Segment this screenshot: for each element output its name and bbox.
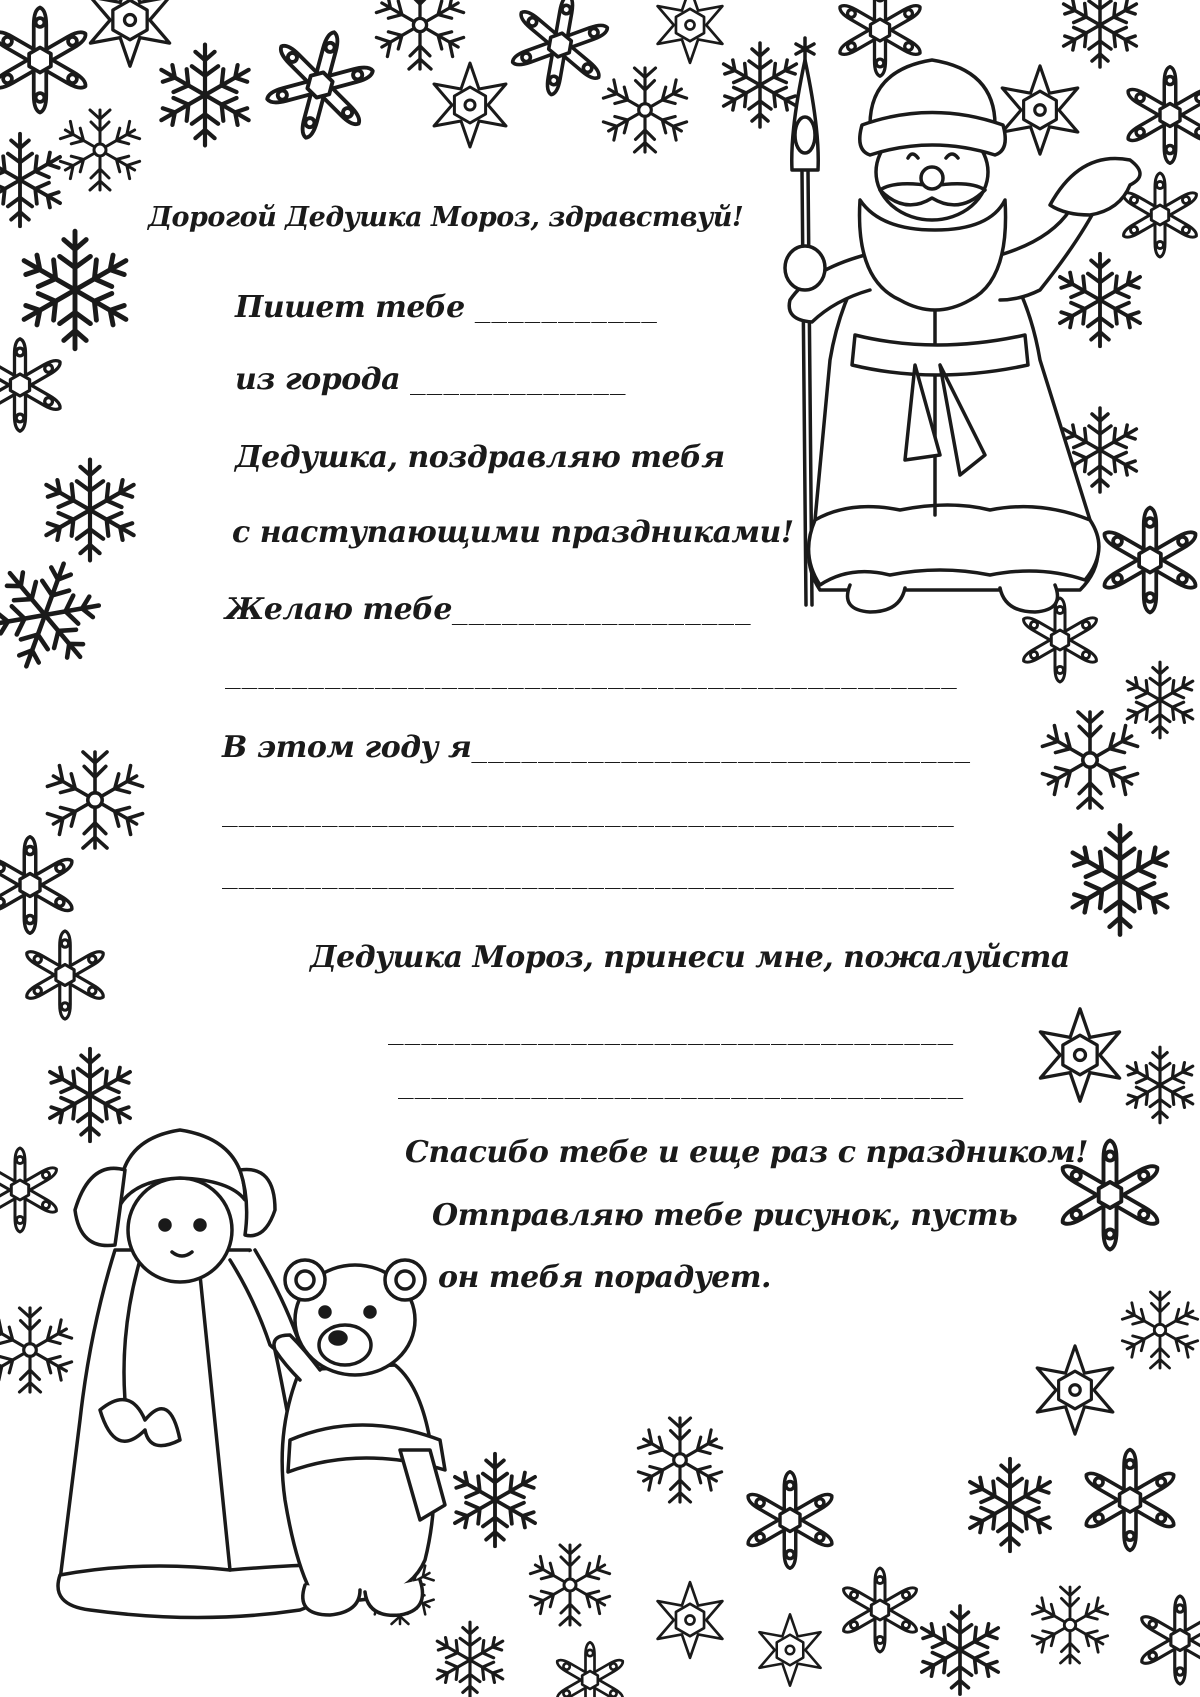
wish-extra-line[interactable]: ____________________________________________ [225,660,958,690]
writes-blank[interactable]: ___________ [474,294,658,324]
request-line-1[interactable]: __________________________________ [388,1016,955,1046]
year-blank[interactable]: ______________________________ [471,734,971,764]
congrats-line-2: с наступающими праздниками! [232,515,794,550]
congrats-line-1: Дедушка, поздравляю тебя [235,440,725,475]
city-line [235,362,627,399]
request-text: Дедушка Мороз, принеси мне, пожалуйста [310,940,1070,975]
year-extra-line-1[interactable]: ____________________________________________ [222,798,955,828]
wish-blank[interactable]: __________________ [451,596,752,626]
wish-label: Желаю тебе [225,592,452,627]
year-extra-line-2[interactable]: ____________________________________________ [222,860,955,890]
drawing-line-1: Отправляю тебе рисунок, пусть [432,1198,1018,1233]
request-line-2[interactable]: __________________________________ [398,1070,965,1100]
wish-line [225,592,752,629]
writes-label: Пишет тебе [235,290,465,325]
city-label: из города [235,362,401,397]
year-line [222,730,971,767]
city-blank[interactable]: _____________ [410,366,627,396]
drawing-line-2: он тебя порадует. [438,1260,771,1295]
letter-greeting: Дорогой Дедушка Мороз, здравствуй! [148,202,744,233]
writes-line [235,290,658,327]
year-label: В этом году я [222,730,472,765]
snow-maiden-with-bear-icon [58,1130,445,1618]
thanks-text: Спасибо тебе и еще раз с праздником! [405,1135,1088,1170]
